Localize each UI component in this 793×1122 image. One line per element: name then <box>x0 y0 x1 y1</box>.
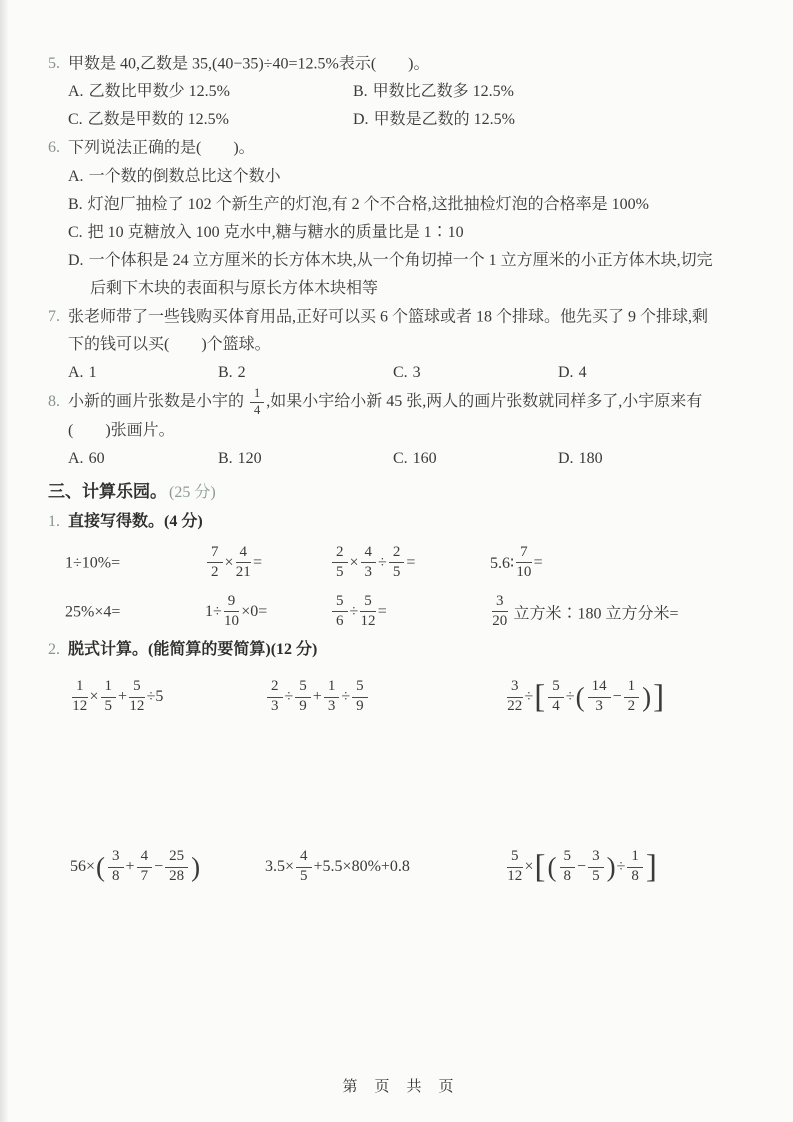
subsection-2-title: 脱式计算。 <box>68 641 149 659</box>
page-footer: 第 页 共 页 <box>342 1078 455 1095</box>
option-label: A. <box>68 83 84 101</box>
line-text: ( )张画片。 <box>68 422 175 440</box>
fraction-denominator: 6 <box>336 612 344 629</box>
direct-calculation-rows <box>48 538 749 636</box>
subsection-1-number: 1. <box>48 513 60 531</box>
fraction <box>129 679 145 715</box>
math-text: 5.6∶ <box>490 554 515 572</box>
option <box>558 445 749 473</box>
option-label: C. <box>393 450 408 468</box>
math-text: = <box>406 553 416 571</box>
fraction <box>588 849 604 885</box>
math-row <box>48 838 749 896</box>
question-6 <box>48 134 749 302</box>
fraction-denominator: 3 <box>364 563 373 580</box>
fraction <box>360 594 376 630</box>
option-label: D. <box>353 111 369 129</box>
fraction-numerator: 2 <box>389 545 405 563</box>
math-text: ÷ <box>565 688 575 706</box>
option-text: 3 <box>412 363 421 381</box>
fraction-denominator: 12 <box>72 698 88 715</box>
fraction-numerator: 2 <box>332 545 348 563</box>
options-row <box>48 106 749 134</box>
math-row <box>48 587 749 636</box>
fraction-denominator: 3 <box>271 698 279 715</box>
fraction <box>516 545 532 581</box>
math-text: 1÷10%= <box>65 553 121 571</box>
option-text: 甲数比乙数多 12.5% <box>372 83 515 101</box>
math-text: 张老师带了一些钱购买体育用品,正好可以买 6 个篮球或者 18 个排球。他先买了 9 个排球,剩 <box>68 307 709 325</box>
option <box>393 445 558 473</box>
fraction-denominator: 5 <box>300 868 308 885</box>
math-expression <box>70 679 265 715</box>
fraction <box>361 545 377 581</box>
math-expression <box>330 594 490 630</box>
option-text: 120 <box>237 450 262 468</box>
math-expression <box>505 849 749 885</box>
option-label: B. <box>218 363 233 381</box>
line-text: 灯泡厂抽检了 102 个新生产的灯泡,有 2 个不合格,这批抽检灯泡的合格率是 100% <box>87 195 650 213</box>
line-text: 把 10 克糖放入 100 克水中,糖与糖水的质量比是 1∶10 <box>87 223 464 241</box>
option-text: 甲数是乙数的 12.5% <box>373 111 515 129</box>
question-line <box>48 247 749 275</box>
fraction-numerator: 5 <box>548 679 564 697</box>
math-text: 56× <box>70 858 96 876</box>
fraction-numerator: 5 <box>360 594 376 612</box>
bracket: ( <box>96 851 106 882</box>
bracket: ] <box>645 849 657 886</box>
line-text: 一个体积是 24 立方厘米的长方体木块,从一个角切掉一个 1 立方厘米的小正方体木块,切完 <box>88 251 713 269</box>
fraction <box>624 679 640 715</box>
math-text: − <box>577 858 587 876</box>
bracket: ) <box>642 681 652 712</box>
math-text: + <box>312 688 322 706</box>
math-text: 3.5× <box>265 858 295 876</box>
fraction <box>250 387 264 417</box>
math-expression <box>505 679 749 715</box>
option-label: C. <box>68 223 83 241</box>
option-text: 乙数是甲数的 12.5% <box>87 111 230 129</box>
subsection-2-score: (12 分) <box>270 641 318 659</box>
fraction-denominator: 2 <box>211 563 219 580</box>
question-line <box>48 275 749 303</box>
math-expression <box>65 603 205 621</box>
fraction-denominator: 8 <box>563 868 572 885</box>
fraction <box>507 679 523 715</box>
line-text: 后剩下木块的表面积与原长方体木块相等 <box>90 279 379 297</box>
math-text: × <box>349 553 359 571</box>
fraction <box>108 849 124 885</box>
fraction-numerator: 4 <box>296 849 312 867</box>
option <box>393 359 558 387</box>
fraction-numerator: 1 <box>101 679 117 697</box>
fraction-denominator: 9 <box>356 698 364 715</box>
bracket: ] <box>653 679 665 716</box>
option-label: C. <box>393 363 408 381</box>
fraction-numerator: 3 <box>108 849 124 867</box>
math-text: 立方米∶180 立方分米= <box>509 605 679 623</box>
fraction-denominator: 4 <box>254 403 261 418</box>
math-text: = <box>253 553 263 571</box>
option <box>68 359 218 387</box>
math-expression <box>265 849 505 885</box>
option-label: A. <box>68 363 84 381</box>
question-stem <box>48 303 749 331</box>
question-number: 7. <box>48 307 60 325</box>
question-number: 5. <box>48 55 60 72</box>
fraction <box>137 849 153 885</box>
fraction-denominator: 5 <box>392 563 401 580</box>
question-line <box>48 163 749 191</box>
fraction-numerator: 3 <box>588 849 604 867</box>
fraction-denominator: 8 <box>631 868 639 885</box>
question-stem-text <box>68 303 708 331</box>
math-text: ÷ <box>349 602 359 620</box>
fraction-denominator: 2 <box>627 698 636 715</box>
question-stem-text <box>68 50 429 78</box>
fraction-denominator: 5 <box>592 868 600 885</box>
math-text: 25%×4= <box>65 602 121 620</box>
section-heading <box>48 477 749 508</box>
bracket: ) <box>191 851 201 882</box>
math-text: ÷ <box>341 688 351 706</box>
option-label: C. <box>68 111 83 129</box>
fraction-numerator: 1 <box>72 679 88 697</box>
option-text: 4 <box>578 363 587 381</box>
option-text: 160 <box>412 450 437 468</box>
fraction-denominator: 22 <box>507 698 523 715</box>
fraction-denominator: 4 <box>552 698 560 715</box>
question-line <box>48 417 749 445</box>
fraction <box>352 679 368 715</box>
question-line <box>48 331 749 359</box>
math-row <box>48 668 749 726</box>
question-8 <box>48 387 749 473</box>
option-label: B. <box>218 450 233 468</box>
option-label: D. <box>68 251 84 269</box>
fraction-numerator: 5 <box>295 679 311 697</box>
options-row <box>48 445 749 473</box>
fraction-denominator: 12 <box>129 698 145 715</box>
fraction-denominator: 28 <box>169 868 185 885</box>
math-text: ÷ <box>378 553 387 571</box>
option-text: 2 <box>237 363 246 381</box>
question-number: 8. <box>48 392 60 410</box>
question-stem-text <box>68 387 702 417</box>
option-label: B. <box>353 83 368 101</box>
fraction-denominator: 12 <box>360 612 376 629</box>
step-calculation-rows <box>48 668 749 896</box>
math-expression <box>70 849 265 885</box>
math-text: − <box>154 858 164 876</box>
option <box>68 78 353 106</box>
math-text: − <box>612 688 622 706</box>
fraction <box>72 679 88 715</box>
option <box>68 106 353 134</box>
fraction-denominator: 9 <box>299 698 307 715</box>
math-text: + <box>125 858 135 876</box>
option <box>218 359 393 387</box>
question-stem <box>48 50 749 78</box>
math-expression <box>265 679 505 715</box>
math-text: 1÷ <box>205 602 222 620</box>
fraction <box>296 849 312 885</box>
option-label: A. <box>68 450 84 468</box>
fraction-denominator: 20 <box>492 612 508 629</box>
fraction <box>548 679 564 715</box>
math-text: ×0= <box>241 602 268 620</box>
math-expression <box>205 545 330 581</box>
math-text: ÷ <box>524 688 534 706</box>
fraction-numerator: 4 <box>361 545 377 563</box>
fraction <box>267 679 283 715</box>
fraction-numerator: 1 <box>624 679 640 697</box>
math-text: ,如果小宇给小新 45 张,两人的画片张数就同样多了,小宇原来有 <box>266 393 703 411</box>
option <box>353 78 749 106</box>
fraction <box>236 545 252 581</box>
option-label: B. <box>68 195 83 213</box>
math-text: × <box>224 553 234 571</box>
fraction-denominator: 10 <box>224 612 240 629</box>
question-7 <box>48 303 749 387</box>
question-stem <box>48 387 749 417</box>
fraction-numerator: 3 <box>492 594 508 612</box>
option <box>353 106 749 134</box>
fraction <box>332 594 348 630</box>
fraction-denominator: 12 <box>507 868 523 885</box>
option <box>558 359 749 387</box>
subsection-1-heading <box>48 508 749 536</box>
options-row <box>48 78 749 106</box>
fraction-numerator: 4 <box>137 849 153 867</box>
bracket: ) <box>606 851 616 882</box>
line-text: 下的钱可以买( )个篮球。 <box>68 335 271 353</box>
bracket: [ <box>534 849 546 886</box>
question-5 <box>48 50 749 134</box>
fraction-numerator: 5 <box>332 594 348 612</box>
question-stem-text <box>68 134 255 162</box>
fraction-numerator: 1 <box>250 387 264 403</box>
math-text: = <box>377 602 387 620</box>
option-label: D. <box>558 363 574 381</box>
math-text: 甲数是 40,乙数是 35,(40−35)÷40=12.5%表示( )。 <box>68 55 430 73</box>
math-text: ÷5 <box>146 688 164 706</box>
fraction <box>492 594 508 630</box>
math-text: 小新的画片张数是小宇的 <box>68 393 249 411</box>
fraction-numerator: 9 <box>224 594 240 612</box>
fraction-denominator: 8 <box>112 868 120 885</box>
question-number: 6. <box>48 139 60 157</box>
fraction-numerator: 3 <box>507 679 523 697</box>
math-text: ÷ <box>284 688 294 706</box>
bracket: ( <box>547 851 557 882</box>
fraction-numerator: 5 <box>507 849 523 867</box>
question-line <box>48 191 749 219</box>
math-expression <box>490 545 749 581</box>
bracket: ( <box>575 681 585 712</box>
option-label: A. <box>68 167 84 185</box>
subsection-1-title: 直接写得数。 <box>68 513 165 531</box>
fraction-numerator: 1 <box>627 849 643 867</box>
subsection-2-number: 2. <box>48 641 60 659</box>
math-text: × <box>524 858 534 876</box>
option-text: 180 <box>578 450 603 468</box>
fraction-denominator: 10 <box>516 563 532 580</box>
fraction-numerator: 1 <box>324 679 340 697</box>
math-row <box>48 538 749 587</box>
fraction <box>588 679 611 715</box>
fraction <box>207 545 223 581</box>
fraction <box>507 849 523 885</box>
fraction-numerator: 14 <box>588 679 611 697</box>
fraction-numerator: 5 <box>352 679 368 697</box>
question-line <box>48 219 749 247</box>
math-expression <box>490 594 749 630</box>
math-expression <box>205 594 330 630</box>
fraction <box>224 594 240 630</box>
math-text: = <box>533 553 543 571</box>
fraction-numerator: 5 <box>560 849 576 867</box>
subsection-2-heading <box>48 636 749 664</box>
fraction-denominator: 5 <box>336 563 344 580</box>
fraction-denominator: 3 <box>327 698 336 715</box>
fraction-numerator: 5 <box>129 679 145 697</box>
fraction-denominator: 7 <box>140 868 149 885</box>
math-text: × <box>89 688 99 706</box>
fraction-numerator: 7 <box>516 545 532 563</box>
fraction <box>332 545 348 581</box>
math-text: + <box>118 688 128 706</box>
math-text: 下列说法正确的是( )。 <box>68 139 255 157</box>
options-row <box>48 359 749 387</box>
option-label: D. <box>558 450 574 468</box>
math-text: ÷ <box>616 858 626 876</box>
fraction <box>627 849 643 885</box>
subsection-2-note: (能简算的要简算) <box>148 641 271 659</box>
math-expression <box>330 545 490 581</box>
line-text: 一个数的倒数总比这个数小 <box>88 167 281 185</box>
fraction-numerator: 4 <box>236 545 252 563</box>
fraction-numerator: 2 <box>267 679 283 697</box>
option <box>218 445 393 473</box>
fraction <box>560 849 576 885</box>
subsection-1-score: (4 分) <box>164 513 203 531</box>
section-score: (25 分) <box>169 484 216 502</box>
fraction-denominator: 3 <box>595 698 603 715</box>
fraction-denominator: 21 <box>235 563 251 580</box>
fraction <box>324 679 340 715</box>
fraction <box>165 849 188 885</box>
question-stem <box>48 134 749 162</box>
math-text: +5.5×80%+0.8 <box>313 858 410 876</box>
option <box>68 445 218 473</box>
option-text: 1 <box>88 363 97 381</box>
fraction <box>295 679 311 715</box>
fraction <box>389 545 405 581</box>
option-text: 乙数比甲数少 12.5% <box>88 83 230 101</box>
math-expression <box>65 554 205 572</box>
fraction <box>101 679 117 715</box>
fraction-denominator: 5 <box>104 698 113 715</box>
bracket: [ <box>534 679 546 716</box>
questions-list <box>48 50 749 473</box>
fraction-numerator: 7 <box>207 545 223 563</box>
option-text: 60 <box>88 450 105 468</box>
fraction-numerator: 25 <box>165 849 188 867</box>
section-title: 三、计算乐园。 <box>48 482 167 502</box>
